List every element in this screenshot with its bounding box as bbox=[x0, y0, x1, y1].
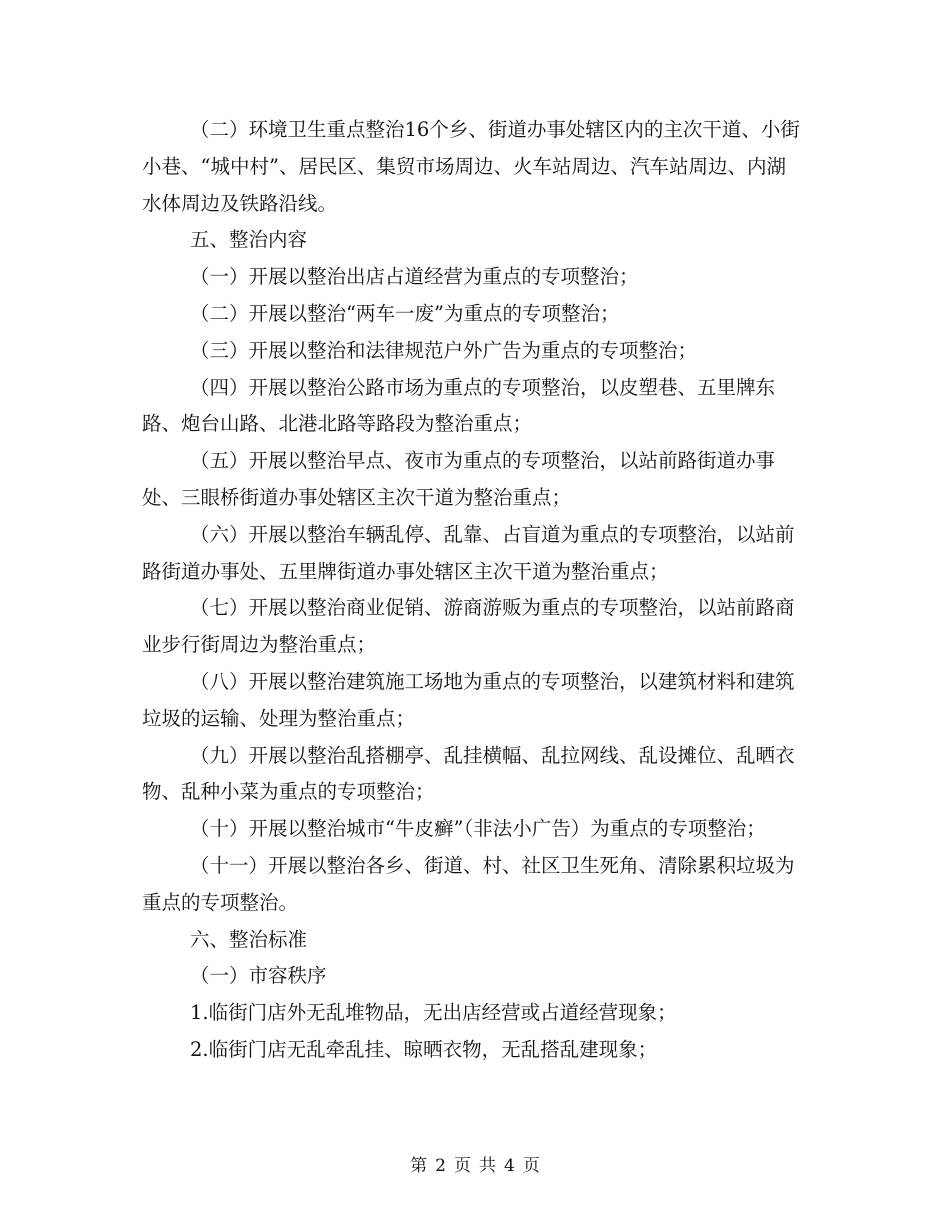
subsection-heading: （一）市容秩序 bbox=[190, 964, 327, 988]
list-item: （一）开展以整治出店占道经营为重点的专项整治； bbox=[190, 265, 639, 289]
paragraph-scope-sanitation: （二）环境卫生重点整治16个乡、街道办事处辖区内的主次干道、小街小巷、“城中村”、居民区、集贸市场周边、火车站周边、汽车站周边、内湖水体周边及铁路沿线。 bbox=[142, 118, 800, 215]
list-item: （四）开展以整治公路市场为重点的专项整治，以皮塑巷、五里牌东路、炮台山路、北港北路等路段为整治重点； bbox=[142, 375, 776, 436]
list-item: （三）开展以整治和法律规范户外广告为重点的专项整治； bbox=[190, 338, 698, 362]
footer-suffix: 页 bbox=[522, 1156, 540, 1176]
page-number-footer bbox=[0, 1154, 950, 1178]
section-heading-standards: 六、整治标准 bbox=[190, 927, 308, 951]
list-item: （五）开展以整治早点、夜市为重点的专项整治，以站前路街道办事处、三眼桥街道办事处辖区主次干道为整治重点； bbox=[142, 449, 776, 509]
footer-total-word: 共 bbox=[479, 1156, 496, 1176]
list-item: （十）开展以整治城市“牛皮癣”（非法小广告）为重点的专项整治； bbox=[190, 817, 766, 841]
list-item: （七）开展以整治商业促销、游商游贩为重点的专项整治，以站前路商业步行街周边为整治重点； bbox=[142, 596, 795, 657]
numbered-item: 2.临街门店无乱牵乱挂、晾晒衣物，无乱搭乱建现象； bbox=[190, 1037, 658, 1061]
list-item: （十一）开展以整治各乡、街道、村、社区卫生死角、清除累积垃圾为重点的专项整治。 bbox=[142, 853, 795, 914]
footer-current-page: 2 bbox=[435, 1156, 446, 1176]
list-item: （六）开展以整治车辆乱停、乱靠、占盲道为重点的专项整治，以站前路街道办事处、五里牌街道办事处辖区主次干道为整治重点； bbox=[142, 522, 795, 583]
list-item: （九）开展以整治乱搭棚亭、乱挂横幅、乱拉网线、乱设摊位、乱晒衣物、乱种小菜为重点的专项整治； bbox=[142, 743, 795, 804]
footer-total-pages: 4 bbox=[504, 1156, 515, 1176]
numbered-item: 1.临街门店外无乱堆物品，无出店经营或占道经营现象； bbox=[190, 1001, 677, 1025]
section-heading-content: 五、整治内容 bbox=[190, 228, 308, 252]
list-item: （八）开展以整治建筑施工场地为重点的专项整治，以建筑材料和建筑垃圾的运输、处理为整治重点； bbox=[142, 669, 795, 730]
footer-page-word: 页 bbox=[454, 1156, 471, 1176]
list-item: （二）开展以整治“两车一废”为重点的专项整治； bbox=[190, 301, 620, 325]
document-body bbox=[142, 112, 802, 1069]
footer-prefix: 第 bbox=[410, 1156, 428, 1176]
